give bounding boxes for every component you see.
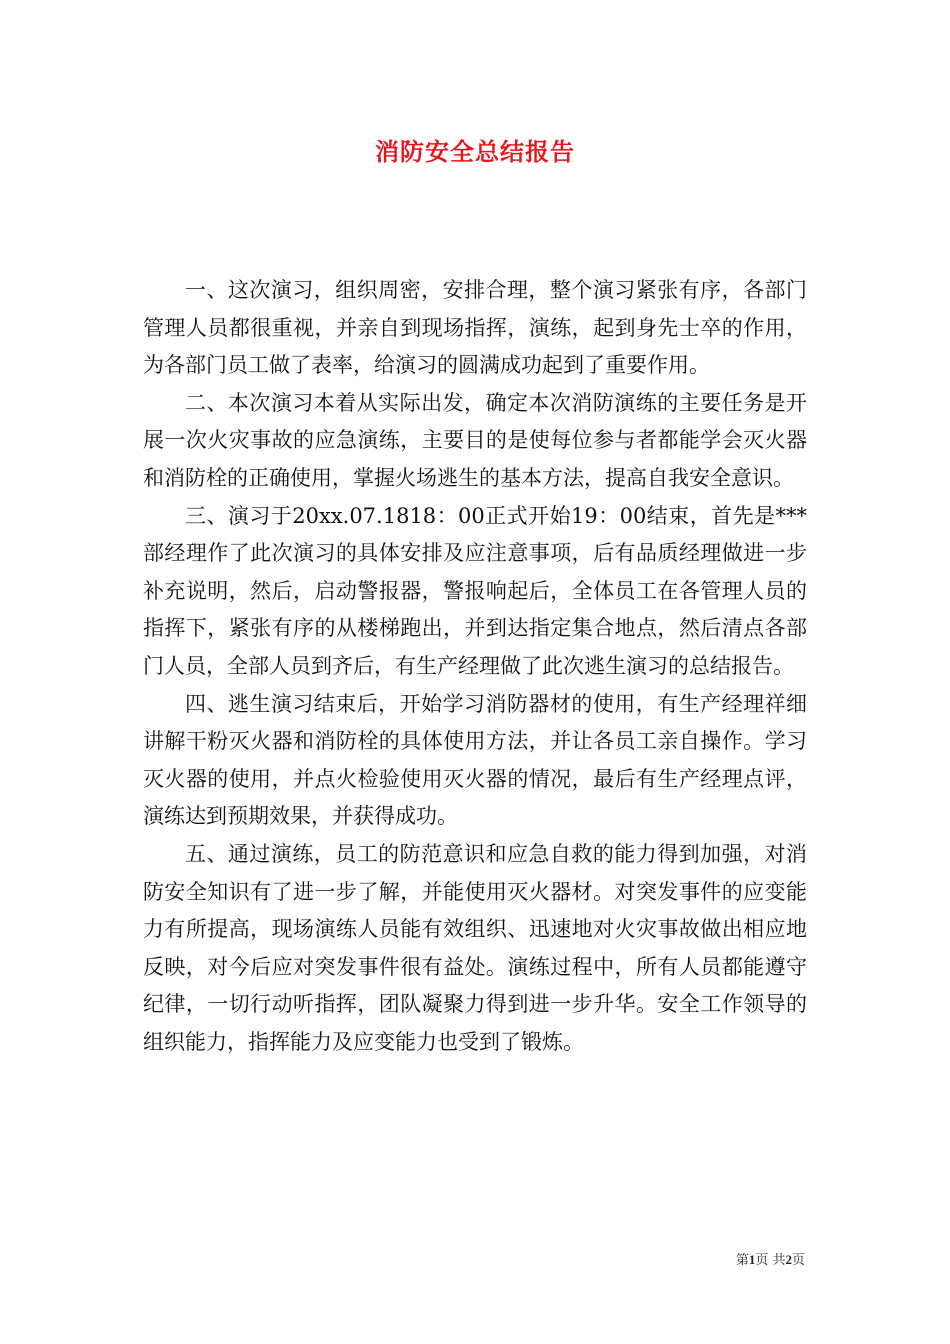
document-body [143, 272, 807, 1061]
footer-total-pages: 2 [785, 1252, 792, 1267]
paragraph-5: 五、通过演练，员工的防范意识和应急自救的能力得到加强，对消防安全知识有了进一步了解，并能使用灭火器材。对突发事件的应变能力有所提高，现场演练人员能有效组织、迅速地对火灾事故做出相应地反映，对今后应对突发事件很有益处。演练过程中，所有人员都能遵守纪律，一切行动听指挥，团队凝聚力得到进一步升华。安全工作领导的组织能力，指挥能力及应变能力也受到了锻炼。 [143, 841, 807, 1054]
page-number-footer [736, 1249, 805, 1268]
footer-prefix: 第 [735, 1253, 749, 1268]
document-title: 消防安全总结报告 [375, 137, 575, 166]
paragraph-1: 一、这次演习，组织周密，安排合理，整个演习紧张有序，各部门管理人员都很重视，并亲自到现场指挥，演练，起到身先士卒的作用，为各部门员工做了表率，给演习的圆满成功起到了重要作用。 [143, 278, 807, 378]
paragraph-4: 四、逃生演习结束后，开始学习消防器材的使用，有生产经理祥细讲解干粉灭火器和消防栓的具体使用方法，并让各员工亲自操作。学习灭火器的使用，并点火检验使用灭火器的情况，最后有生产经理点评，演练达到预期效果，并获得成功。 [143, 691, 807, 829]
paragraph-2: 二、本次演习本着从实际出发，确定本次消防演练的主要任务是开展一次火灾事故的应急演练，主要目的是使每位参与者都能学会灭火器和消防栓的正确使用，掌握火场逃生的基本方法，提高自我安全意识。 [143, 390, 807, 490]
footer-current-page: 1 [748, 1252, 756, 1267]
footer-middle: 页 共 [755, 1253, 786, 1268]
paragraph-3: 三、演习于20xx.07.1818：00正式开始19：00结束，首先是***部经理作了此次演习的具体安排及应注意事项，后有品质经理做进一步补充说明，然后，启动警报器，警报响起后，全体员工在各管理人员的指挥下，紧张有序的从楼梯跑出，并到达指定集合地点，然后清点各部门人员，全部人员到齐后，有生产经理做了此次逃生演习的总结报告。 [143, 503, 807, 678]
footer-suffix: 页 [791, 1253, 805, 1268]
